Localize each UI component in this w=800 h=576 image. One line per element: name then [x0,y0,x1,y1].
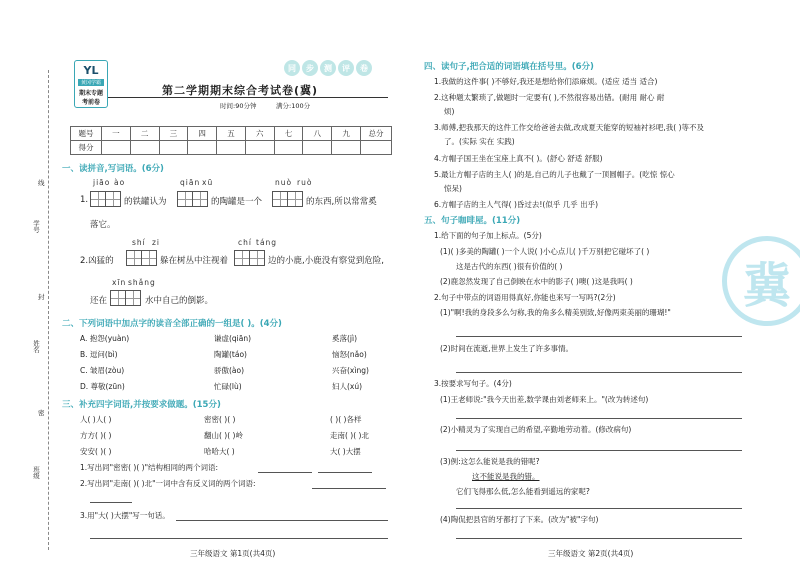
logo-tag: 黄冈学霸 [78,79,104,86]
pinyin: shí [132,238,146,247]
option: 恼怒(nǎo) [332,350,367,359]
answer-boxes[interactable] [90,191,121,207]
score-input[interactable] [245,141,274,155]
score-input[interactable] [361,141,392,155]
badge-4: 评 [338,60,354,76]
option: 骄傲(ào) [214,366,245,375]
option: 谦虚(qiān) [214,334,252,343]
idiom-cell: ( )( )各样 [330,415,362,424]
s5-q3c: (3)例:这怎么能说是我的错呢? [440,457,540,466]
pinyin: táng [256,238,278,247]
pinyin: chí [238,238,252,247]
q1-number: 1. [80,195,89,205]
q1-text-d: 落它。 [90,220,116,230]
option: 忙碌(lù) [214,382,242,391]
s4-line: 5.最让方帽子店的主人( )的是,自己的儿子也戴了一顶圆帽子。(吃惊 惊心 [434,170,675,179]
score-cell: 六 [245,127,274,141]
answer-line[interactable] [176,520,388,521]
exam-full-score: 满分:100分 [276,102,311,110]
q1-text-a: 的铁罐认为 [124,197,167,207]
badge-2: 步 [302,60,318,76]
s4-line: 1.我做的这件事( )不够好,我还是想给你们添麻烦。(适应 适当 适合) [434,77,658,86]
option: B. 逗问(bì) [80,350,118,359]
answer-line[interactable] [90,502,132,503]
s5-q3b: (2)小精灵为了实现自己的希望,辛勤地劳动着。(修改病句) [440,425,632,434]
answer-line[interactable] [456,336,742,337]
score-table [70,126,392,155]
answer-boxes[interactable] [177,191,208,207]
score-input[interactable] [102,141,131,155]
s5-q2: 2.句子中带点的词语用得真好,你能也来写一写吗?(2分) [434,293,616,302]
score-cell: 总分 [361,127,392,141]
idiom-cell: 安安( )( ) [80,447,112,456]
score-row-values [71,141,392,155]
score-input[interactable] [332,141,361,155]
s4-line: 4.方帽子国王坐在宝座上真不( )。(舒心 舒适 舒服) [434,154,603,163]
option: D. 尊敬(zūn) [80,382,125,391]
logo-box [74,60,108,108]
score-cell: 八 [303,127,332,141]
series-line2: 考前卷 [81,99,100,106]
section2-title: 二、下列词语中加点字的读音全部正确的一组是( )。(4分) [62,319,282,329]
option: C. 皱眉(zòu) [80,366,125,375]
q1-text-b: 的陶罐是一个 [211,197,263,207]
idiom-cell: 翻山( )( )岭 [204,431,243,440]
answer-line[interactable] [456,450,742,451]
q2-text-e: 水中自己的倒影。 [145,296,214,306]
footer-right: 三年级语文 第2页(共4页) [548,549,634,558]
s5-q1: 1.给下面的句子加上标点。(5分) [434,231,542,240]
q2-text-a: 2.凶猛的 [80,256,114,266]
score-label: 得分 [71,141,102,155]
answer-line[interactable] [456,538,742,539]
section5-title: 五、句子咖啡屋。(11分) [424,216,521,226]
answer-line[interactable] [456,508,742,509]
answer-boxes[interactable] [234,250,265,266]
s4-line: 了。(实际 实在 实践) [444,137,515,146]
margin-xian: 线 [38,179,45,187]
q2-text-c: 边的小鹿,小鹿没有察觉到危险, [268,256,384,266]
score-input[interactable] [217,141,246,155]
q2-text-b: 躲在树丛中注视着 [160,256,229,266]
score-input[interactable] [188,141,217,155]
exam-time: 时间:90分钟 [220,102,257,110]
s4-line: 6.方帽子店的主人气得( )昏过去!(似乎 几乎 出乎) [434,200,599,209]
score-cell: 三 [159,127,188,141]
score-input[interactable] [159,141,188,155]
margin-name: 姓名 [32,340,40,353]
pinyin: xū [202,178,214,187]
idiom-cell: 哈哈大( ) [204,447,235,456]
s5-q1b: 这是古代的东西( )很有价值的( ) [456,262,563,271]
score-cell: 五 [217,127,246,141]
title-rule [108,97,388,98]
stamp-char: 冀 [742,257,791,314]
answer-line[interactable] [90,538,388,539]
score-cell: 一 [102,127,131,141]
answer-line[interactable] [456,372,742,373]
idiom-cell: 人( )人( ) [80,415,112,424]
score-input[interactable] [130,141,159,155]
pinyin: nuò [275,178,293,187]
answer-boxes[interactable] [126,250,157,266]
margin-student-id: 学号 [32,220,40,233]
score-cell: 四 [188,127,217,141]
badge-5: 卷 [356,60,372,76]
page-title: 第二学期期末综合考试卷(冀) [162,84,319,97]
s4-line: 2.这种题太繁琐了,做题时一定要有( ),不然很容易出错。(耐用 耐心 耐 [434,93,665,102]
option: 兴奋(xìng) [332,366,369,375]
margin-feng: 封 [38,293,45,301]
q1-text-c: 的东西,所以常常奚 [306,197,377,207]
footer-left: 三年级语文 第1页(共4页) [190,549,276,558]
series-line1: 期末专题 [78,90,103,97]
province-stamp [722,236,800,326]
s5-q3c-task: 它们飞得那么低,怎么能看到遥远的家呢? [456,487,590,496]
pinyin: qiān [180,178,201,187]
score-cell: 七 [274,127,303,141]
s5-q1a: (1)( )多美的陶罐( )一个人说( )小心点儿( )千万别把它碰坏了( ) [440,247,650,256]
section1-title: 一、读拼音,写词语。(6分) [62,164,164,174]
option: 奚落(jì) [332,334,358,343]
pinyin: jiāo [93,178,111,187]
s3-q2: 2.写出同"走南( )( )北"一词中含有反义词的两个词语: [80,479,256,488]
idiom-cell: 方方( )( ) [80,431,112,440]
s5-q3c-example: 这不能说是我的错。 [472,472,540,481]
answer-line[interactable] [312,488,386,489]
idiom-cell: 密密( )( ) [204,415,236,424]
idiom-cell: 走南( )( )北 [330,431,369,440]
option: A. 抱怨(yuàn) [80,334,130,343]
section3-title: 三、补充四字词语,并按要求做题。(15分) [62,400,221,410]
logo-yl: YL [83,64,99,77]
pinyin: shǎng [128,278,156,287]
s4-line: 惊呆) [444,184,462,193]
option: 陶罐(táo) [214,350,247,359]
section4-title: 四、读句子,把合适的词语填在括号里。(6分) [424,62,594,72]
score-input[interactable] [303,141,332,155]
badge-3: 测 [320,60,336,76]
s5-q3: 3.按要求写句子。(4分) [434,379,512,388]
q2-text-d: 还在 [90,296,108,306]
score-cell: 二 [130,127,159,141]
pinyin: zi [152,238,161,247]
s5-q1c: (2)鹿忽然发现了自己倒映在水中的影子( )噢( )这是我吗( ) [440,277,633,286]
badge-1: 同 [284,60,300,76]
answer-line[interactable] [258,472,312,473]
option: 妇人(xú) [332,382,363,391]
answer-line[interactable] [456,418,742,419]
score-input[interactable] [274,141,303,155]
s5-q2a: (1)"啊!我的身段多么匀称,我的角多么精美别致,好像两束美丽的珊瑚!" [440,308,671,317]
s3-q3: 3.用"大( )大摆"写一句话。 [80,511,170,520]
answer-line[interactable] [318,472,372,473]
s3-q1: 1.写出同"密密( )( )"结构相同的两个词语: [80,463,219,472]
s4-line: 烦) [444,107,455,116]
s5-q3a: (1)王老师说:"我今天出差,数学课由刘老师来上。"(改为转述句) [440,395,649,404]
answer-boxes[interactable] [272,191,303,207]
score-row-header [71,127,392,141]
margin-class: 班级 [32,466,40,479]
s5-q3d: (4)陶侃把县官的牙都打了下来。(改为"被"字句) [440,515,599,524]
answer-boxes[interactable] [110,290,141,306]
pinyin: ruò [297,178,313,187]
score-cell: 九 [332,127,361,141]
margin-mi: 密 [38,409,45,417]
pinyin: ào [114,178,126,187]
s4-line: 3.师傅,把我那天的这件工作交给爸爸去做,改成夏天能穿的短袖衬衫吧,我( )等不及 [434,123,705,132]
pinyin: xīn [112,278,127,287]
binding-line [48,70,49,550]
s5-q2b: (2)时间在流逝,世界上发生了许多事情。 [440,344,574,353]
idiom-cell: 大( )大摆 [330,447,361,456]
score-cell: 题号 [71,127,102,141]
